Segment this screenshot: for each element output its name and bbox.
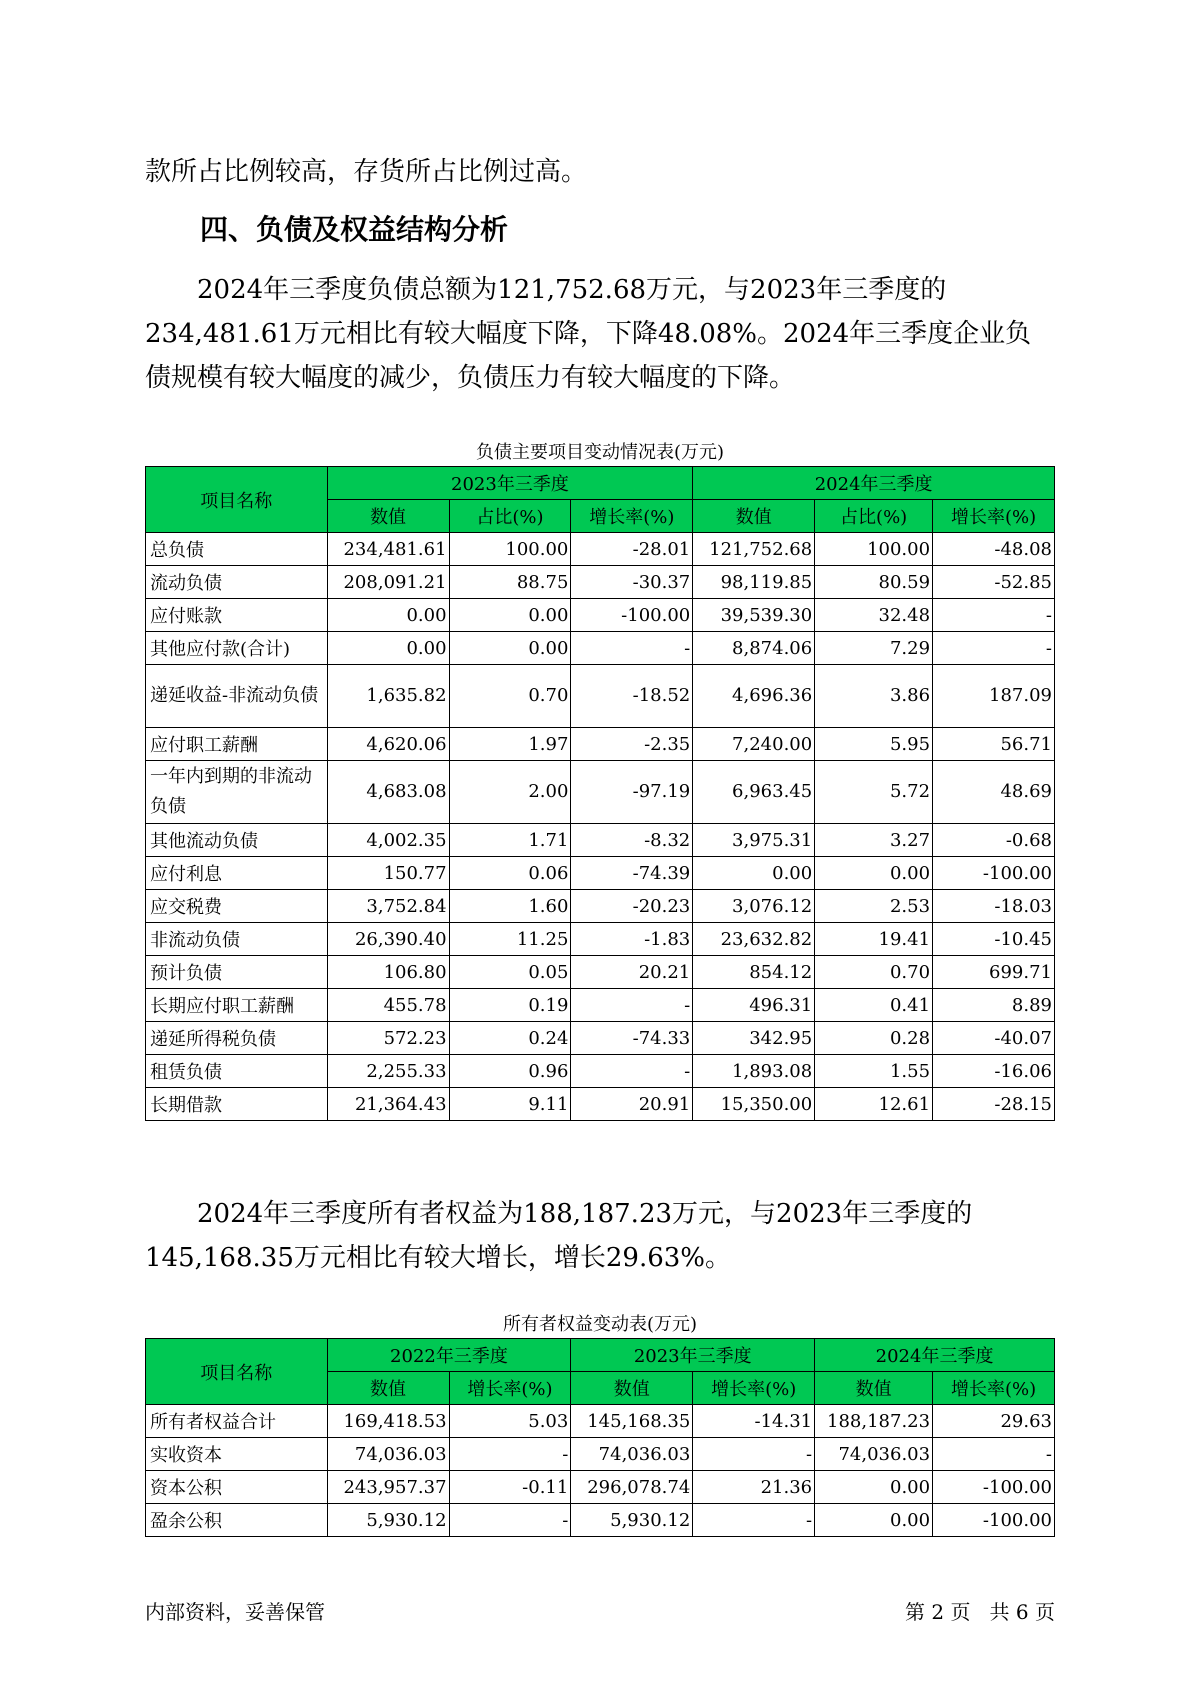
section-heading: 四、负债及权益结构分析 xyxy=(200,213,509,246)
cell-v1: 572.23 xyxy=(327,1022,449,1055)
cell-v1: 234,481.61 xyxy=(327,533,449,566)
cell-g1: -8.32 xyxy=(571,824,693,857)
cell-v1: 21,364.43 xyxy=(327,1088,449,1121)
cell-g2: 48.69 xyxy=(933,761,1055,824)
cell-v1: 455.78 xyxy=(327,989,449,1022)
cell-g1: -2.35 xyxy=(571,728,693,761)
equity-paragraph: 2024年三季度所有者权益为188,187.23万元，与2023年三季度的145,168.35万元相比有较大增长，增长29.63%。 xyxy=(145,1199,973,1273)
cell-g2: -10.45 xyxy=(933,923,1055,956)
cell-g2: 699.71 xyxy=(933,956,1055,989)
cell-v1: 74,036.03 xyxy=(327,1438,449,1471)
cell-p2: 12.61 xyxy=(815,1088,933,1121)
cell-p1: 1.71 xyxy=(449,824,571,857)
cell-v1: 4,002.35 xyxy=(327,824,449,857)
table-row xyxy=(146,989,1055,1022)
cell-g3: -100.00 xyxy=(933,1471,1055,1504)
cell-g2: -0.68 xyxy=(933,824,1055,857)
cell-g1: - xyxy=(449,1438,571,1471)
cell-v2: 296,078.74 xyxy=(571,1471,693,1504)
footer-page-number: 第 2 页 共 6 页 xyxy=(905,1600,1055,1624)
cell-g2: 21.36 xyxy=(693,1471,815,1504)
cell-v1: 4,683.08 xyxy=(327,761,449,824)
cell-p1: 0.96 xyxy=(449,1055,571,1088)
table-row xyxy=(146,665,1055,728)
cell-p1: 2.00 xyxy=(449,761,571,824)
cell-p2: 80.59 xyxy=(815,566,933,599)
cell-p2: 3.27 xyxy=(815,824,933,857)
cell-p1: 11.25 xyxy=(449,923,571,956)
row-item-name: 其他应付款(合计) xyxy=(146,632,328,665)
table-row xyxy=(146,923,1055,956)
cell-g2: -48.08 xyxy=(933,533,1055,566)
row-item-name: 长期借款 xyxy=(146,1088,328,1121)
cell-g2: 56.71 xyxy=(933,728,1055,761)
table-row xyxy=(146,1438,1055,1471)
cell-p1: 0.05 xyxy=(449,956,571,989)
cell-v3: 74,036.03 xyxy=(815,1438,933,1471)
table-row xyxy=(146,956,1055,989)
cell-g1: -74.33 xyxy=(571,1022,693,1055)
cell-g2: - xyxy=(933,632,1055,665)
cell-v3: 188,187.23 xyxy=(815,1405,933,1438)
header-period: 2023年三季度 xyxy=(327,467,693,500)
cell-p1: 0.70 xyxy=(449,665,571,728)
header-item-name: 项目名称 xyxy=(146,467,328,533)
header-period: 2022年三季度 xyxy=(327,1339,571,1372)
header-growth: 增长率(%) xyxy=(571,500,693,533)
cell-v2: 6,963.45 xyxy=(693,761,815,824)
cell-p1: 100.00 xyxy=(449,533,571,566)
footer-confidential-note: 内部资料，妥善保管 xyxy=(145,1600,325,1624)
cell-g2: -14.31 xyxy=(693,1405,815,1438)
row-item-name: 流动负债 xyxy=(146,566,328,599)
cell-p2: 0.70 xyxy=(815,956,933,989)
equity-table-caption: 所有者权益变动表(万元) xyxy=(502,1314,698,1335)
cell-v2: 1,893.08 xyxy=(693,1055,815,1088)
cell-g1: 20.21 xyxy=(571,956,693,989)
row-item-name: 应付职工薪酬 xyxy=(146,728,328,761)
header-growth: 增长率(%) xyxy=(933,500,1055,533)
cell-p2: 0.00 xyxy=(815,857,933,890)
cell-g3: 29.63 xyxy=(933,1405,1055,1438)
cell-v2: 3,975.31 xyxy=(693,824,815,857)
row-item-name: 所有者权益合计 xyxy=(146,1405,328,1438)
cell-p2: 100.00 xyxy=(815,533,933,566)
row-item-name: 应付利息 xyxy=(146,857,328,890)
cell-p1: 0.00 xyxy=(449,632,571,665)
table-row xyxy=(146,533,1055,566)
cell-p2: 19.41 xyxy=(815,923,933,956)
cell-v2: 0.00 xyxy=(693,857,815,890)
header-value: 数值 xyxy=(815,1372,933,1405)
cell-v1: 2,255.33 xyxy=(327,1055,449,1088)
cell-g2: -18.03 xyxy=(933,890,1055,923)
row-item-name: 租赁负债 xyxy=(146,1055,328,1088)
row-item-name: 长期应付职工薪酬 xyxy=(146,989,328,1022)
table-row xyxy=(146,1405,1055,1438)
cell-g1: -30.37 xyxy=(571,566,693,599)
cell-g1: -28.01 xyxy=(571,533,693,566)
row-item-name: 递延收益-非流动负债 xyxy=(146,665,328,728)
table-row xyxy=(146,728,1055,761)
header-value: 数值 xyxy=(571,1372,693,1405)
cell-g1: - xyxy=(571,989,693,1022)
cell-g1: - xyxy=(571,632,693,665)
cell-v1: 169,418.53 xyxy=(327,1405,449,1438)
cell-p2: 0.28 xyxy=(815,1022,933,1055)
cell-g2: 8.89 xyxy=(933,989,1055,1022)
cell-v2: 8,874.06 xyxy=(693,632,815,665)
cell-p2: 1.55 xyxy=(815,1055,933,1088)
cell-p2: 3.86 xyxy=(815,665,933,728)
header-item-name: 项目名称 xyxy=(146,1339,328,1405)
row-item-name: 实收资本 xyxy=(146,1438,328,1471)
cell-v2: 39,539.30 xyxy=(693,599,815,632)
cell-g1: - xyxy=(571,1055,693,1088)
row-item-name: 盈余公积 xyxy=(146,1504,328,1537)
table-row xyxy=(146,1055,1055,1088)
cell-v3: 0.00 xyxy=(815,1504,933,1537)
row-item-name: 应交税费 xyxy=(146,890,328,923)
table-row xyxy=(146,1471,1055,1504)
cell-g1: -97.19 xyxy=(571,761,693,824)
cell-v1: 26,390.40 xyxy=(327,923,449,956)
row-item-name: 非流动负债 xyxy=(146,923,328,956)
cell-v2: 121,752.68 xyxy=(693,533,815,566)
cell-v1: 3,752.84 xyxy=(327,890,449,923)
row-item-name: 递延所得税负债 xyxy=(146,1022,328,1055)
cell-g1: -0.11 xyxy=(449,1471,571,1504)
cell-v1: 1,635.82 xyxy=(327,665,449,728)
cell-g2: - xyxy=(693,1438,815,1471)
cell-p1: 0.00 xyxy=(449,599,571,632)
cell-g2: - xyxy=(933,599,1055,632)
cell-g2: -28.15 xyxy=(933,1088,1055,1121)
cell-g2: -52.85 xyxy=(933,566,1055,599)
header-growth: 增长率(%) xyxy=(693,1372,815,1405)
cell-v2: 74,036.03 xyxy=(571,1438,693,1471)
cell-p2: 32.48 xyxy=(815,599,933,632)
table-row xyxy=(146,890,1055,923)
cell-g2: - xyxy=(693,1504,815,1537)
cell-p1: 0.06 xyxy=(449,857,571,890)
cell-p1: 88.75 xyxy=(449,566,571,599)
cell-v3: 0.00 xyxy=(815,1471,933,1504)
cell-p1: 0.19 xyxy=(449,989,571,1022)
header-period: 2023年三季度 xyxy=(571,1339,815,1372)
cell-v1: 243,957.37 xyxy=(327,1471,449,1504)
table-row xyxy=(146,1022,1055,1055)
table-row xyxy=(146,857,1055,890)
table-row xyxy=(146,599,1055,632)
header-period: 2024年三季度 xyxy=(693,467,1055,500)
header-period: 2024年三季度 xyxy=(815,1339,1055,1372)
cell-p1: 0.24 xyxy=(449,1022,571,1055)
header-growth: 增长率(%) xyxy=(933,1372,1055,1405)
cell-p2: 0.41 xyxy=(815,989,933,1022)
cell-g1: -20.23 xyxy=(571,890,693,923)
cell-p1: 1.60 xyxy=(449,890,571,923)
row-item-name: 资本公积 xyxy=(146,1471,328,1504)
table-row xyxy=(146,824,1055,857)
cell-v2: 15,350.00 xyxy=(693,1088,815,1121)
cell-v2: 145,168.35 xyxy=(571,1405,693,1438)
cell-g1: -100.00 xyxy=(571,599,693,632)
cell-v1: 150.77 xyxy=(327,857,449,890)
cell-g3: - xyxy=(933,1438,1055,1471)
table-row xyxy=(146,1088,1055,1121)
cell-p1: 1.97 xyxy=(449,728,571,761)
cell-g1: -18.52 xyxy=(571,665,693,728)
cell-v1: 5,930.12 xyxy=(327,1504,449,1537)
cell-v2: 7,240.00 xyxy=(693,728,815,761)
cell-g1: 5.03 xyxy=(449,1405,571,1438)
row-item-name: 预计负债 xyxy=(146,956,328,989)
cell-v2: 98,119.85 xyxy=(693,566,815,599)
cell-v1: 0.00 xyxy=(327,599,449,632)
cell-p2: 5.72 xyxy=(815,761,933,824)
cell-g2: -40.07 xyxy=(933,1022,1055,1055)
row-item-name: 总负债 xyxy=(146,533,328,566)
cell-g2: 187.09 xyxy=(933,665,1055,728)
cell-g2: -100.00 xyxy=(933,857,1055,890)
liabilities-table xyxy=(145,466,1055,1121)
cell-v2: 5,930.12 xyxy=(571,1504,693,1537)
cell-g1: 20.91 xyxy=(571,1088,693,1121)
liabilities-paragraph: 2024年三季度负债总额为121,752.68万元，与2023年三季度的234,481.61万元相比有较大幅度下降，下降48.08%。2024年三季度企业负债规模有较大幅度的减少，负债压力有较大幅度的下降。 xyxy=(145,275,1032,393)
cell-p1: 9.11 xyxy=(449,1088,571,1121)
header-growth: 增长率(%) xyxy=(449,1372,571,1405)
table-row xyxy=(146,566,1055,599)
cell-p2: 7.29 xyxy=(815,632,933,665)
cell-v2: 496.31 xyxy=(693,989,815,1022)
row-item-name: 其他流动负债 xyxy=(146,824,328,857)
cell-v2: 23,632.82 xyxy=(693,923,815,956)
cell-g1: - xyxy=(449,1504,571,1537)
cell-v2: 3,076.12 xyxy=(693,890,815,923)
intro-text: 款所占比例较高，存货所占比例过高。 xyxy=(145,157,588,187)
cell-g1: -74.39 xyxy=(571,857,693,890)
row-item-name: 一年内到期的非流动负债 xyxy=(146,761,328,824)
cell-v2: 854.12 xyxy=(693,956,815,989)
cell-v2: 342.95 xyxy=(693,1022,815,1055)
equity-table xyxy=(145,1338,1055,1537)
table-row xyxy=(146,632,1055,665)
cell-v1: 4,620.06 xyxy=(327,728,449,761)
cell-v1: 0.00 xyxy=(327,632,449,665)
cell-g1: -1.83 xyxy=(571,923,693,956)
header-value: 数值 xyxy=(693,500,815,533)
header-share: 占比(%) xyxy=(815,500,933,533)
table-row xyxy=(146,1504,1055,1537)
cell-g3: -100.00 xyxy=(933,1504,1055,1537)
cell-v1: 208,091.21 xyxy=(327,566,449,599)
header-value: 数值 xyxy=(327,1372,449,1405)
cell-v1: 106.80 xyxy=(327,956,449,989)
cell-p2: 2.53 xyxy=(815,890,933,923)
header-share: 占比(%) xyxy=(449,500,571,533)
table-row xyxy=(146,761,1055,824)
row-item-name: 应付账款 xyxy=(146,599,328,632)
cell-g2: -16.06 xyxy=(933,1055,1055,1088)
liabilities-table-caption: 负债主要项目变动情况表(万元) xyxy=(475,442,725,463)
cell-v2: 4,696.36 xyxy=(693,665,815,728)
cell-p2: 5.95 xyxy=(815,728,933,761)
header-value: 数值 xyxy=(327,500,449,533)
